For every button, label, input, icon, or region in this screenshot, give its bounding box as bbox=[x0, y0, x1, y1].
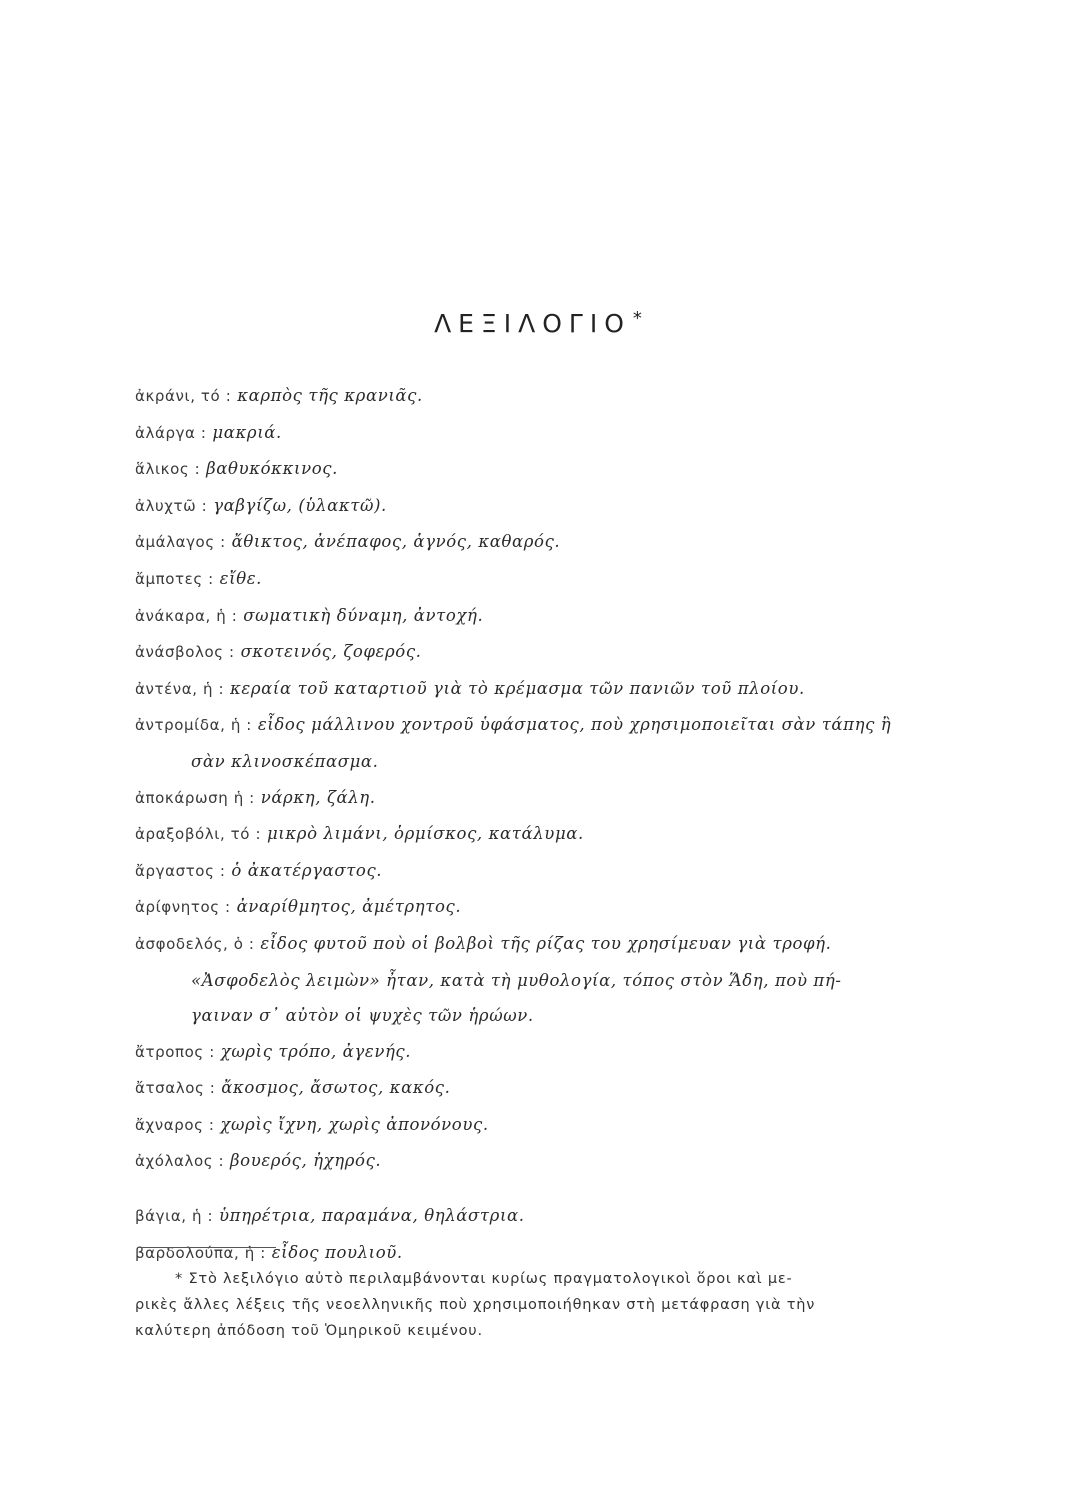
definition: ἀναρίθμητος, ἀμέτρητος. bbox=[236, 897, 462, 917]
glossary-entry bbox=[135, 524, 985, 561]
glossary-entry bbox=[135, 634, 985, 671]
headword: ἀντρομίδα, ἡ : bbox=[135, 716, 252, 735]
headword: ἀσφοδελός, ὁ : bbox=[135, 934, 255, 953]
definition: ὑπηρέτρια, παραμάνα, θηλάστρια. bbox=[219, 1206, 525, 1226]
definition: εἶδος φυτοῦ ποὺ οἱ βολβοὶ τῆς ρίζας του χρησίμευαν γιὰ τροφή. bbox=[260, 933, 832, 953]
headword: ἅλικος : bbox=[135, 460, 201, 479]
glossary-entry bbox=[135, 889, 985, 926]
definition: χωρὶς ἴχνη, χωρὶς ἀπονόνους. bbox=[220, 1114, 489, 1134]
headword: ἄτροπος : bbox=[135, 1042, 215, 1061]
glossary-entry bbox=[135, 598, 985, 635]
headword: ἄχναρος : bbox=[135, 1115, 215, 1134]
headword: ἀρίφνητος : bbox=[135, 898, 231, 917]
glossary-entry bbox=[135, 451, 985, 488]
definition-continuation: «Ἀσφοδελὸς λειμὼν» ἦταν, κατὰ τὴ μυθολογία, τόπος στὸν Ἅδη, ποὺ πή- bbox=[191, 970, 842, 990]
glossary-entry bbox=[135, 1143, 985, 1180]
headword: ἀνάσβολος : bbox=[135, 643, 235, 662]
headword: ἀλυχτῶ : bbox=[135, 496, 208, 515]
footnote-line: ρικὲς ἄλλες λέξεις τῆς νεοελληνικῆς ποὺ χρησιμοποιήθηκαν στὴ μετάφραση γιὰ τὴν bbox=[135, 1297, 816, 1313]
definition: ὁ ἀκατέργαστος. bbox=[231, 860, 383, 880]
headword: βαρδολούπα, ἡ : bbox=[135, 1243, 266, 1262]
headword: ἀλάργα : bbox=[135, 423, 207, 442]
footnote-line: καλύτερη ἀπόδοση τοῦ Ὁμηρικοῦ κειμένου. bbox=[135, 1323, 483, 1339]
headword: ἄτσαλος : bbox=[135, 1079, 216, 1098]
definition: βουερός, ἠχηρός. bbox=[230, 1151, 382, 1171]
glossary-entry bbox=[135, 853, 985, 890]
definition: μικρὸ λιμάνι, ὁρμίσκος, κατάλυμα. bbox=[266, 824, 584, 844]
definition: χωρὶς τρόπο, ἀγενής. bbox=[220, 1041, 412, 1061]
glossary-entry bbox=[135, 488, 985, 525]
headword: ἀντένα, ἡ : bbox=[135, 679, 225, 698]
glossary-entry bbox=[135, 1070, 985, 1107]
headword: ἄμποτες : bbox=[135, 569, 214, 588]
glossary-entry bbox=[135, 561, 985, 598]
glossary-entry bbox=[135, 780, 985, 817]
headword: ἀραξοβόλι, τό : bbox=[135, 825, 262, 844]
definition-continuation: γαιναν σ᾽ αὐτὸν οἱ ψυχὲς τῶν ἡρώων. bbox=[191, 1006, 534, 1026]
footnote-marker: * bbox=[632, 308, 642, 329]
glossary-entry bbox=[135, 707, 985, 779]
headword: ἀποκάρωση ἡ : bbox=[135, 788, 255, 807]
definition: βαθυκόκκινος. bbox=[206, 459, 338, 479]
definition: νάρκη, ζάλη. bbox=[260, 787, 376, 807]
definition: γαβγίζω, (ὑλακτῶ). bbox=[213, 495, 387, 515]
definition: εἴθε. bbox=[219, 568, 263, 588]
definition: κεραία τοῦ καταρτιοῦ γιὰ τὸ κρέμασμα τῶν πανιῶν τοῦ πλοίου. bbox=[230, 678, 805, 698]
headword: βάγια, ἡ : bbox=[135, 1207, 214, 1226]
definition: σωματικὴ δύναμη, ἀντοχή. bbox=[243, 605, 484, 625]
definition: καρπὸς τῆς κρανιᾶς. bbox=[237, 386, 423, 405]
glossary-entry bbox=[135, 671, 985, 708]
footnote bbox=[135, 1266, 980, 1344]
definition: ἄκοσμος, ἄσωτος, κακός. bbox=[221, 1078, 451, 1098]
glossary-entry bbox=[135, 1034, 985, 1071]
footnote-line: * Στὸ λεξιλόγιο αὐτὸ περιλαμβάνονται κυρίως πραγματολογικοὶ ὅροι καὶ με- bbox=[175, 1271, 793, 1287]
definition: σκοτεινός, ζοφερός. bbox=[240, 642, 422, 662]
glossary-list bbox=[135, 378, 985, 1271]
glossary-entry bbox=[135, 1107, 985, 1144]
headword: ἄργαστος : bbox=[135, 861, 226, 880]
definition: εἶδος μάλλινου χοντροῦ ὑφάσματος, ποὺ χρησιμοποιεῖται σὰν τάπης ἢ bbox=[257, 715, 892, 735]
footnote-divider bbox=[138, 1247, 276, 1248]
headword: ἀνάκαρα, ἡ : bbox=[135, 606, 238, 625]
glossary-entry bbox=[135, 926, 985, 1034]
glossary-entry bbox=[135, 415, 985, 452]
definition: ἄθικτος, ἀνέπαφος, ἁγνός, καθαρός. bbox=[231, 532, 561, 552]
headword: ἀμάλαγος : bbox=[135, 533, 226, 552]
definition: εἶδος πουλιοῦ. bbox=[271, 1242, 403, 1262]
glossary-entry bbox=[135, 1198, 985, 1235]
glossary-entry bbox=[135, 816, 985, 853]
definition: μακριά. bbox=[212, 422, 282, 442]
headword: ἀχόλαλος : bbox=[135, 1152, 225, 1171]
page-title bbox=[0, 308, 1076, 338]
page-title-text: ΛΕΞΙΛΟΓΙΟ bbox=[434, 309, 631, 338]
headword: ἀκράνι, τό : bbox=[135, 387, 232, 405]
definition-continuation: σὰν κλινοσκέπασμα. bbox=[191, 751, 379, 771]
glossary-entry bbox=[135, 378, 985, 415]
